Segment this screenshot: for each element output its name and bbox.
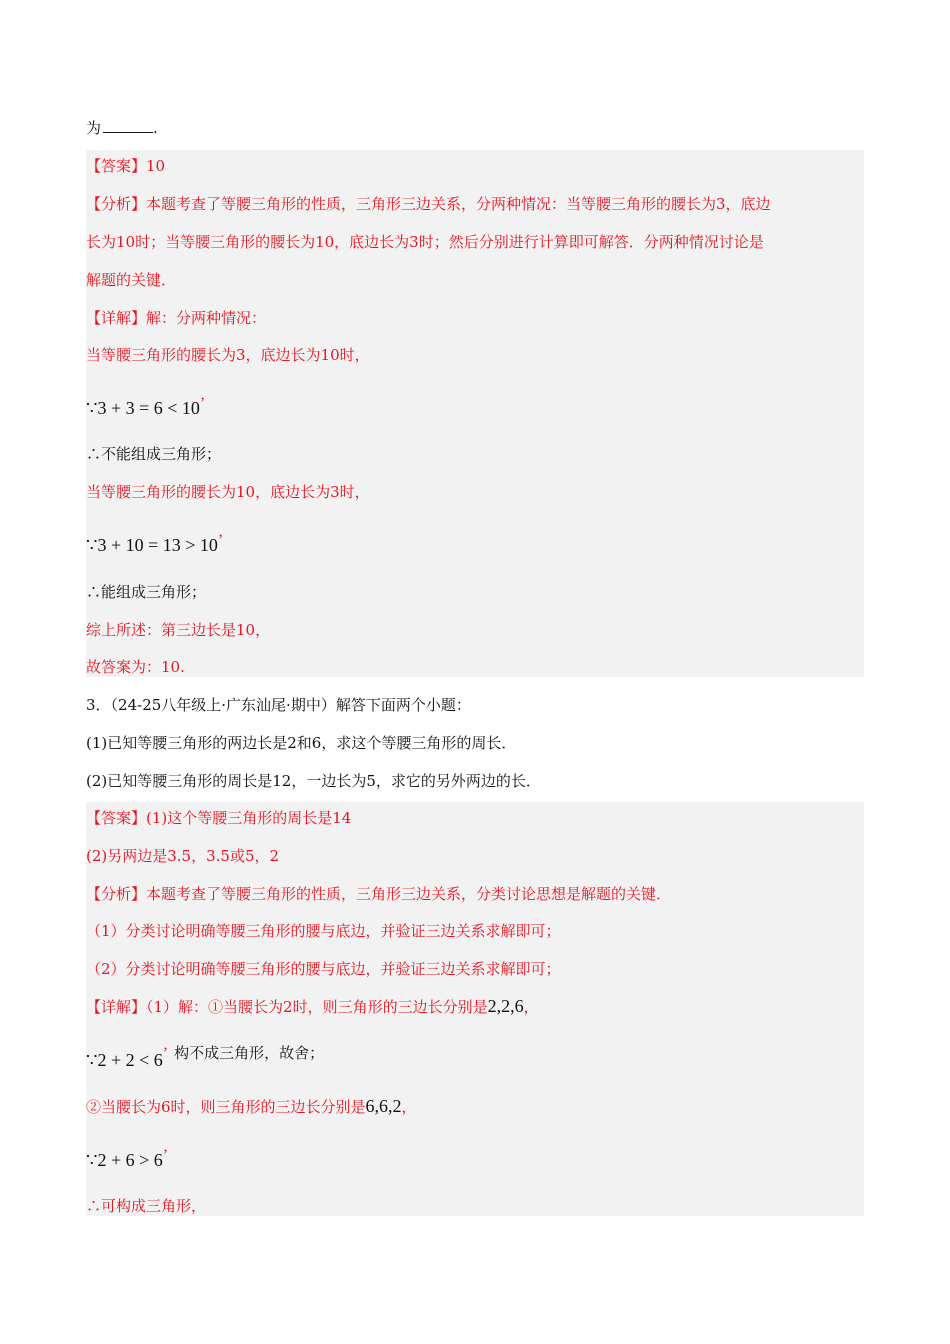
final-answer: 故答案为：10. [86,658,185,676]
sides-values: 2,2,6 [487,996,524,1016]
answer-blank [103,118,153,133]
note-text: 构不成三角形，故舍； [174,1044,325,1062]
summary-text: 综上所述：第三边长是10， [86,621,271,639]
question-end: . [153,119,158,137]
question-3-title: 3．（24-25八年级上·广东汕尾·期中）解答下面两个小题： [86,696,471,714]
case-text: ②当腰长为6时，则三角形的三边长分别是 [86,1098,366,1116]
sides-end: ， [401,1098,417,1116]
math-expression: ∵2 + 6 > 6 [86,1150,163,1170]
answer-label: 【答案】(1)这个等腰三角形的周长是14 [86,809,352,827]
question-3-part-1: (1)已知等腰三角形的两边长是2和6，求这个等腰三角形的周长． [86,734,517,752]
conclusion-2: ∴能组成三角形； [86,583,207,601]
question-3-part-2: (2)已知等腰三角形的周长是12，一边长为5，求它的另外两边的长． [86,772,541,790]
analysis-line-1: 【分析】本题考查了等腰三角形的性质，三角形三边关系，分两种情况：当等腰三角形的腰长为3，底边 [86,195,771,213]
math-comma: ’ [199,395,206,412]
conclusion-text: ∴可构成三角形， [86,1197,207,1215]
math-line-1 [86,394,205,418]
analysis-step-2: （2）分类讨论明确等腰三角形的腰与底边，并验证三边关系求解即可； [86,960,561,978]
math-line-4 [86,1146,168,1170]
answer-part-2: (2)另两边是3.5，3.5或5，2 [86,847,280,865]
detail-label [86,996,539,1017]
case-2-text [86,1096,417,1117]
math-line-2 [86,531,223,555]
analysis-text: 【分析】本题考查了等腰三角形的性质，三角形三边关系，分类讨论思想是解题的关键． [86,885,672,903]
analysis-line-2: 长为10时；当等腰三角形的腰长为10，底边长为3时；然后分别进行计算即可解答．分两种情况讨论是 [86,233,764,251]
math-line-3 [86,1043,324,1071]
case-1-text: 当等腰三角形的腰长为3，底边长为10时， [86,346,370,364]
analysis-line-3: 解题的关键． [86,271,177,289]
sides-end: ， [523,998,539,1016]
math-expression: ∵3 + 3 = 6 < 10 [86,398,200,418]
conclusion-1: ∴不能组成三角形； [86,445,222,463]
question-2-tail [86,118,158,138]
math-comma: ’ [162,1045,169,1062]
sides-values: 6,6,2 [365,1096,402,1116]
case-2-text: 当等腰三角形的腰长为10，底边长为3时， [86,483,370,501]
math-expression: ∵3 + 10 = 13 > 10 [86,535,218,555]
math-comma: ’ [162,1147,169,1164]
question-text: 为 [86,119,102,137]
math-expression: ∵2 + 2 < 6 [86,1050,163,1070]
detail-text: 【详解】（1）解：①当腰长为2时，则三角形的三边长分别是 [86,998,488,1016]
analysis-step-1: （1）分类讨论明确等腰三角形的腰与底边，并验证三边关系求解即可； [86,922,561,940]
detail-label: 【详解】解：分两种情况： [86,309,267,327]
answer-label: 【答案】10 [86,157,166,175]
math-comma: ’ [217,532,224,549]
